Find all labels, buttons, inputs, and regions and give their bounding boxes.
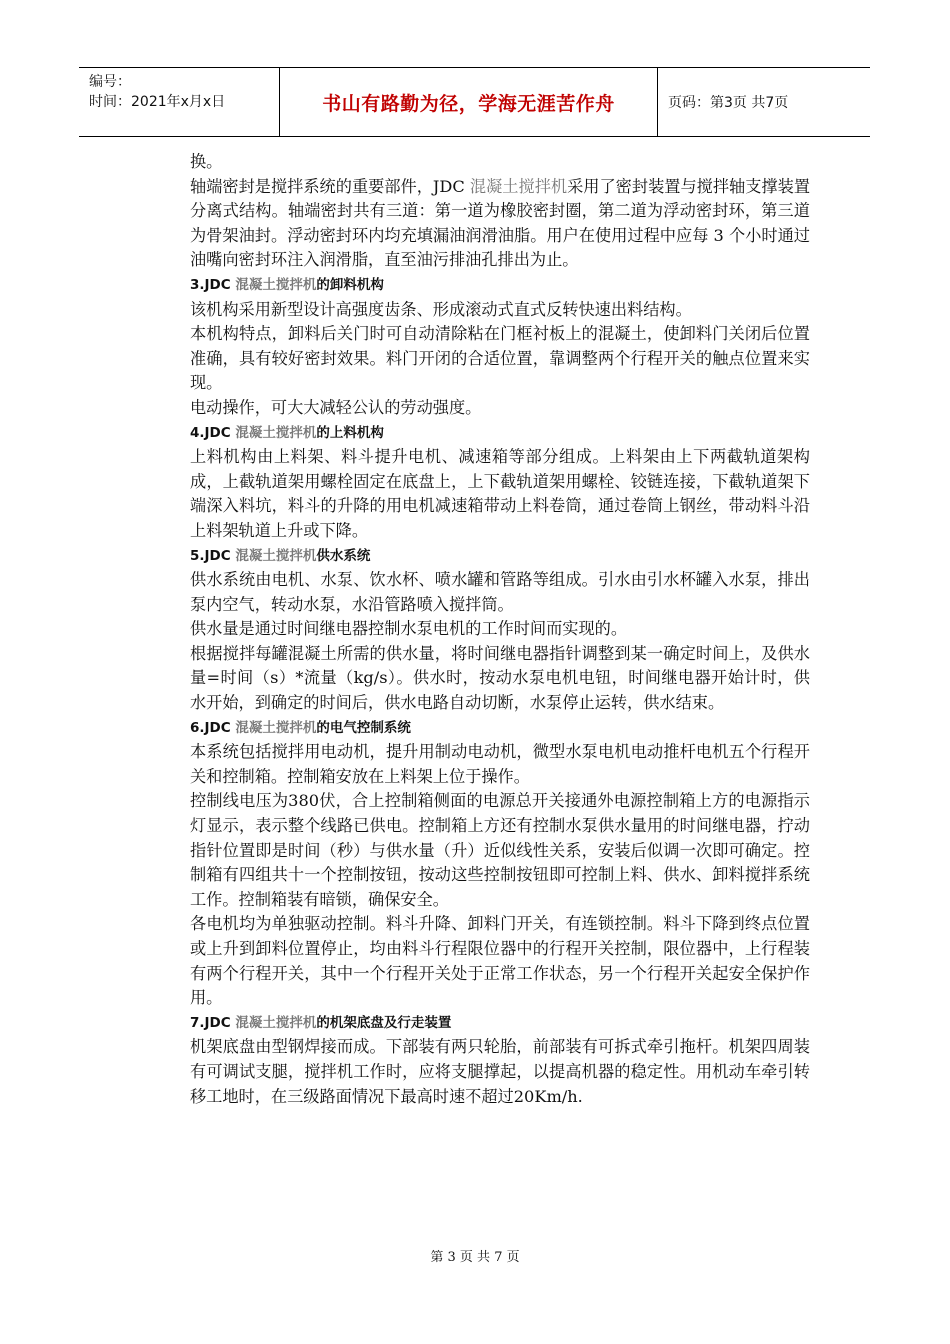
paragraph: 控制线电压为380伏，合上控制箱侧面的电源总开关接通外电源控制箱上方的电源指示灯显示，表示整个线路已供电。控制箱上方还有控制水泵供水量用的时间继电器，拧动指针位置即是时间（秒）与供水量（升）近似线性关系，安装后似调一次即可确定。控制箱有四组共十一个控制按钮，按动这些控制按钮即可控制上料、供水、卸料搅拌系统工作。控制箱装有暗锁，确保安全。 xyxy=(190,791,810,909)
section-heading-4 xyxy=(190,421,810,446)
paragraph: 机架底盘由型钢焊接而成。下部装有两只轮胎，前部装有可拆式牵引拖杆。机架四周装有可调试支腿，搅拌机工作时，应将支腿撑起，以提高机器的稳定性。用机动车牵引转移工地时，在三级路面情况下最高时速不超过20Km/h. xyxy=(190,1037,810,1106)
heading-text: 的卸料机构 xyxy=(316,276,384,293)
paragraph: 根据搅拌每罐混凝土所需的供水量，将时间继电器指针调整到某一确定时间上，及供水量=时间（s）*流量（kg/s）。供水时，按动水泵电机电钮，时间继电器开始计时，供水开始，到确定的时间后，供水电路自动切断，水泵停止运转，供水结束。 xyxy=(190,643,810,713)
document-body xyxy=(190,150,810,1109)
product-name-highlight: 混凝土搅拌机 xyxy=(235,276,317,293)
paragraph xyxy=(190,175,810,273)
paragraph: 各电机均为单独驱动控制。料斗升降、卸料门开关，有连锁控制。料斗下降到终点位置或上升到卸料位置停止，均由料斗行程限位器中的行程开关控制，限位器中，上行程装有两个行程开关，其中一个行程开关处于正常工作状态，另一个行程开关起安全保护作用。 xyxy=(190,914,810,1008)
paragraph: 供水系统由电机、水泵、饮水杯、喷水罐和管路等组成。引水由引水杯罐入水泵，排出泵内空气，转动水泵，水沿管路喷入搅拌筒。 xyxy=(190,570,810,614)
heading-number: 7.JDC xyxy=(190,1014,236,1031)
heading-text: 的机架底盘及行走装置 xyxy=(316,1014,452,1031)
heading-number: 5.JDC xyxy=(190,547,236,564)
page-header xyxy=(79,67,870,137)
paragraph: 上料机构由上料架、料斗提升电机、减速箱等部分组成。上料架由上下两截轨道架构成，上截轨道架用螺栓固定在底盘上，上下截轨道架用螺栓、铰链连接，下截轨道架下端深入料坑，料斗的升降的用电机减速箱带动上料卷筒，通过卷筒上钢丝，带动料斗沿上料架轨道上升或下降。 xyxy=(190,447,810,540)
paragraph: 供水量是通过时间继电器控制水泵电机的工作时间而实现的。 xyxy=(190,619,628,639)
heading-number: 6.JDC xyxy=(190,719,236,736)
text-run: 轴端密封是搅拌系统的重要部件，JDC xyxy=(190,176,470,196)
product-name-highlight: 混凝土搅拌机 xyxy=(235,719,317,736)
paragraph: 本系统包括搅拌用电动机，提升用制动电动机，微型水泵电机电动推杆电机五个行程开关和控制箱。控制箱安放在上料架上位于操作。 xyxy=(190,742,810,786)
header-page-number: 页码：第3页 共7页 xyxy=(668,95,789,111)
heading-text: 的电气控制系统 xyxy=(316,719,411,736)
product-name-highlight: 混凝土搅拌机 xyxy=(235,547,317,564)
paragraph: 电动操作，可大大减轻公认的劳动强度。 xyxy=(190,397,482,417)
section-heading-6 xyxy=(190,716,810,741)
heading-number: 4.JDC xyxy=(190,424,236,441)
document-number-label: 编号： xyxy=(89,74,131,90)
section-heading-7 xyxy=(190,1011,810,1036)
paragraph: 换。 xyxy=(190,152,223,171)
paragraph: 该机构采用新型设计高强度齿条、形成滚动式直式反转快速出料结构。 xyxy=(190,299,692,319)
product-name-highlight: 混凝土搅拌机 xyxy=(235,424,317,441)
text-run: 采用了密封装置与搅拌轴支撑装置分离式结构。轴端密封共有三道：第一道为橡胶密封圈，第二道为浮动密封环，第三道为骨架油封。浮动密封环内均充填漏油润滑油脂。用户在使用过程中应每 3 个小时通过油嘴向密封环注入润滑脂，直至油污排油孔排出为止。 xyxy=(190,176,811,270)
heading-text: 供水系统 xyxy=(316,547,371,564)
paragraph: 本机构特点，卸料后关门时可自动清除粘在门框衬板上的混凝土，使卸料门关闭后位置准确，具有较好密封效果。料门开闭的合适位置，靠调整两个行程开关的触点位置来实现。 xyxy=(190,324,810,393)
header-meta xyxy=(79,68,280,136)
section-heading-5 xyxy=(190,544,810,569)
section-heading-3 xyxy=(190,273,810,298)
product-name-highlight: 混凝土搅拌机 xyxy=(235,1014,317,1031)
product-name-highlight: 混凝土搅拌机 xyxy=(469,176,568,196)
page-footer: 第 3 页 共 7 页 xyxy=(430,1250,520,1265)
document-time-label: 时间：2021年x月x日 xyxy=(89,94,226,110)
heading-text: 的上料机构 xyxy=(316,424,384,441)
header-motto: 书山有路勤为径，学海无涯苦作舟 xyxy=(280,68,658,136)
heading-number: 3.JDC xyxy=(190,276,236,293)
